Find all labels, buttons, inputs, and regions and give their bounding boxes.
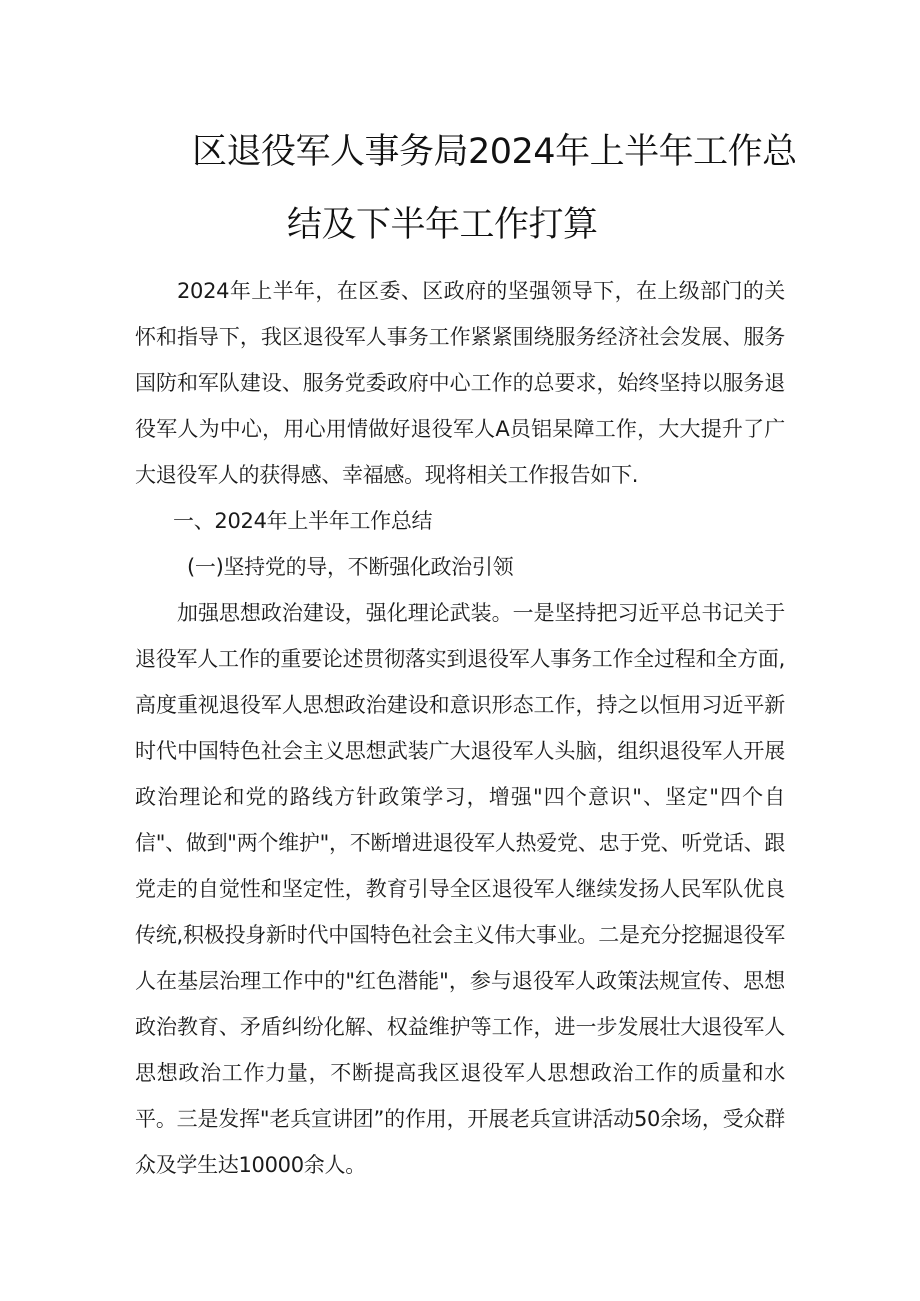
section-heading: 一、2024年上半年工作总结: [173, 509, 433, 533]
subsection-heading: (一)坚持党的导，不断强化政治引领: [187, 555, 514, 579]
intro-paragraph: 2024年上半年，在区委、区政府的坚强领导下，在上级部门的关怀和指导下，我区退役军人事务工作紧紧围绕服务经济社会发展、服务国防和军队建设、服务党委政府中心工作的总要求，始终坚持以服务退役军人为中心，用心用情做好退役军人A员铝杲障工作，大大提升了广大退役军人的获得感、幸福感。现将相关工作报告如下.: [135, 279, 785, 487]
subsection-paragraph: 加强思想政治建设，强化理论武装。一是坚持把习近平总书记关于退役军人工作的重要论述贯彻落实到退役军人事务工作全过程和全方面,高度重视退役军人思想政治建设和意识形态工作，持之以恒用习近平新时代中国特色社会主义思想武装广大退役军人头脑，组织退役军人开展政治理论和党的路线方针政策学习，增强"四个意识"、坚定"四个自信"、做到"两个维护"，不断增进退役军人热爱党、忠于党、听党话、跟党走的自觉性和坚定性，教育引导全区退役军人继续发扬人民军队优良传统,积极投身新时代中国特色社会主义伟大事业。二是充分挖掘退役军人在基层治理工作中的"红色潜能"，参与退役军人政策法规宣传、思想政治教育、矛盾纠纷化解、权益维护等工作，进一步发展壮大退役军人思想政治工作力量，不断提高我区退役军人思想政治工作的质量和水平。三是发挥"老兵宣讲团”的作用，开展老兵宣讲活动50余场，受众群众及学生达10000余人。: [135, 601, 785, 1177]
document-title-line-2: 结及下半年工作打算: [287, 205, 598, 245]
document-body: [135, 268, 785, 1188]
document-title-line-1: 区退役军人事务局2024年上半年工作总: [192, 132, 797, 172]
